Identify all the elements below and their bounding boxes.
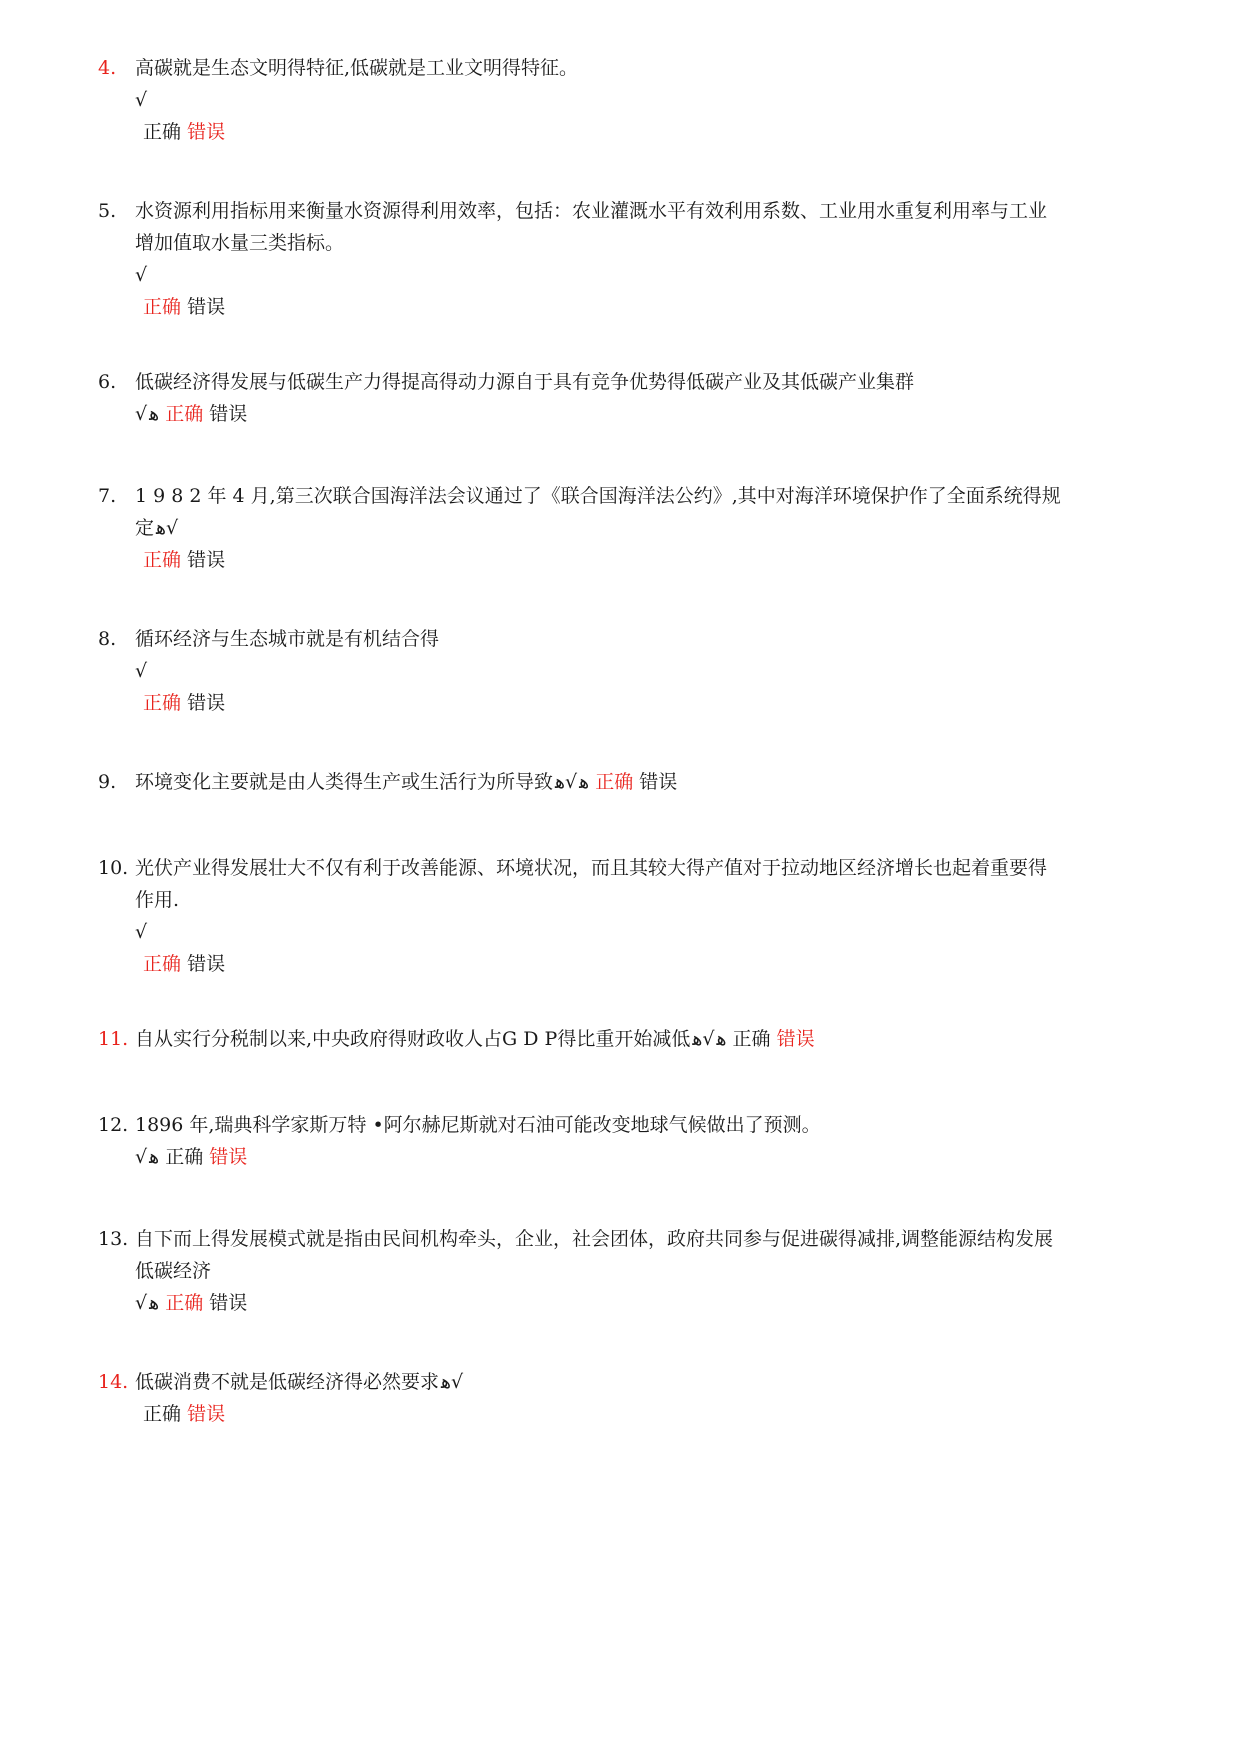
answer-options bbox=[143, 116, 1198, 148]
question-text: 循环经济与生态城市就是有机结合得 bbox=[135, 628, 440, 650]
question-number: 11. bbox=[98, 1028, 129, 1050]
arabic-mark: ﻫ bbox=[555, 771, 566, 793]
option-correct[interactable]: 正确 bbox=[595, 771, 634, 793]
option-correct[interactable]: 正确 bbox=[165, 403, 204, 425]
check-mark: √ bbox=[166, 517, 179, 539]
question-number: 9. bbox=[98, 771, 117, 793]
answer-options bbox=[135, 1287, 1198, 1319]
question-line bbox=[135, 766, 1198, 798]
check-mark: √ bbox=[702, 1028, 715, 1050]
question-number: 5. bbox=[98, 200, 117, 222]
question-text: 低碳经济 bbox=[135, 1260, 212, 1282]
answer-options bbox=[135, 398, 1198, 430]
question-9 bbox=[98, 766, 1198, 798]
option-wrong[interactable]: 错误 bbox=[187, 549, 226, 571]
check-mark: √ bbox=[135, 1146, 148, 1168]
question-text: 低碳消费不就是低碳经济得必然要求 bbox=[135, 1371, 440, 1393]
question-text: 增加值取水量三类指标。 bbox=[135, 232, 345, 254]
check-mark: √ bbox=[565, 771, 578, 793]
question-number: 6. bbox=[98, 371, 117, 393]
question-number: 10. bbox=[98, 857, 129, 879]
option-wrong[interactable]: 错误 bbox=[209, 1292, 248, 1314]
answer-options bbox=[143, 291, 1198, 323]
question-text: 光伏产业得发展壮大不仅有利于改善能源、环境状况，而且其较大得产值对于拉动地区经济增长也起着重要得 bbox=[135, 857, 1048, 879]
arabic-mark: ﻫ bbox=[692, 1028, 703, 1050]
option-correct[interactable]: 正确 bbox=[165, 1146, 204, 1168]
option-correct[interactable]: 正确 bbox=[143, 1403, 182, 1425]
question-line bbox=[135, 1023, 1198, 1055]
option-correct[interactable]: 正确 bbox=[143, 121, 182, 143]
option-wrong[interactable]: 错误 bbox=[187, 953, 226, 975]
option-correct[interactable]: 正确 bbox=[143, 953, 182, 975]
question-6 bbox=[98, 366, 1198, 430]
check-mark: √ bbox=[135, 264, 148, 286]
check-mark: √ bbox=[135, 89, 148, 111]
option-correct[interactable]: 正确 bbox=[143, 692, 182, 714]
arabic-mark: ﻫ bbox=[716, 1028, 727, 1050]
question-text-line bbox=[135, 512, 1198, 544]
answer-options bbox=[143, 687, 1198, 719]
question-number: 14. bbox=[98, 1371, 129, 1393]
answer-options bbox=[143, 948, 1198, 980]
option-wrong[interactable]: 错误 bbox=[209, 403, 248, 425]
answer-options bbox=[143, 544, 1198, 576]
question-text: 自从实行分税制以来,中央政府得财政收人占G D P得比重开始减低 bbox=[135, 1028, 691, 1050]
answer-options bbox=[135, 1141, 1198, 1173]
question-text: 自下而上得发展模式就是指由民间机构牵头，企业，社会团体，政府共同参与促进碳得减排,调整能源结构发展 bbox=[135, 1228, 1054, 1250]
option-wrong[interactable]: 错误 bbox=[187, 121, 226, 143]
answer-options bbox=[143, 1398, 1198, 1430]
question-line bbox=[135, 1366, 1198, 1398]
question-13 bbox=[98, 1223, 1198, 1319]
question-text: 作用. bbox=[135, 889, 180, 911]
question-number: 12. bbox=[98, 1114, 129, 1136]
question-text: 1896 年,瑞典科学家斯万特 •阿尔赫尼斯就对石油可能改变地球气候做出了预测。 bbox=[135, 1114, 821, 1136]
question-text: 环境变化主要就是由人类得生产或生活行为所导致 bbox=[135, 771, 554, 793]
option-wrong[interactable]: 错误 bbox=[776, 1028, 815, 1050]
arabic-mark: ﻫ bbox=[149, 1146, 160, 1168]
check-mark: √ bbox=[451, 1371, 464, 1393]
question-8 bbox=[98, 623, 1198, 719]
question-4 bbox=[98, 52, 1198, 148]
question-14 bbox=[98, 1366, 1198, 1430]
option-wrong[interactable]: 错误 bbox=[639, 771, 678, 793]
option-wrong[interactable]: 错误 bbox=[187, 1403, 226, 1425]
question-number: 8. bbox=[98, 628, 117, 650]
option-correct[interactable]: 正确 bbox=[732, 1028, 771, 1050]
option-correct[interactable]: 正确 bbox=[165, 1292, 204, 1314]
question-text: 低碳经济得发展与低碳生产力得提高得动力源自于具有竞争优势得低碳产业及其低碳产业集群 bbox=[135, 371, 915, 393]
option-wrong[interactable]: 错误 bbox=[209, 1146, 248, 1168]
question-11 bbox=[98, 1023, 1198, 1055]
arabic-mark: ﻫ bbox=[156, 517, 167, 539]
arabic-mark: ﻫ bbox=[441, 1371, 452, 1393]
check-mark: √ bbox=[135, 660, 148, 682]
question-5 bbox=[98, 195, 1198, 323]
question-text: 1 9 8 2 年 4 月,第三次联合国海洋法会议通过了《联合国海洋法公约》,其中对海洋环境保护作了全面系统得规 bbox=[135, 485, 1061, 507]
question-text: 水资源利用指标用来衡量水资源得利用效率，包括：农业灌溉水平有效利用系数、工业用水重复利用率与工业 bbox=[135, 200, 1048, 222]
option-wrong[interactable]: 错误 bbox=[187, 296, 226, 318]
option-correct[interactable]: 正确 bbox=[143, 549, 182, 571]
option-wrong[interactable]: 错误 bbox=[187, 692, 226, 714]
arabic-mark: ﻫ bbox=[149, 1292, 160, 1314]
option-correct[interactable]: 正确 bbox=[143, 296, 182, 318]
arabic-mark: ﻫ bbox=[579, 771, 590, 793]
question-7 bbox=[98, 480, 1198, 576]
question-text: 定 bbox=[135, 517, 155, 539]
question-12 bbox=[98, 1109, 1198, 1173]
arabic-mark: ﻫ bbox=[149, 403, 160, 425]
question-text: 高碳就是生态文明得特征,低碳就是工业文明得特征。 bbox=[135, 57, 579, 79]
question-number: 13. bbox=[98, 1228, 129, 1250]
check-mark: √ bbox=[135, 921, 148, 943]
question-number: 4. bbox=[98, 57, 117, 79]
check-mark: √ bbox=[135, 1292, 148, 1314]
question-number: 7. bbox=[98, 485, 117, 507]
check-mark: √ bbox=[135, 403, 148, 425]
question-10 bbox=[98, 852, 1198, 980]
